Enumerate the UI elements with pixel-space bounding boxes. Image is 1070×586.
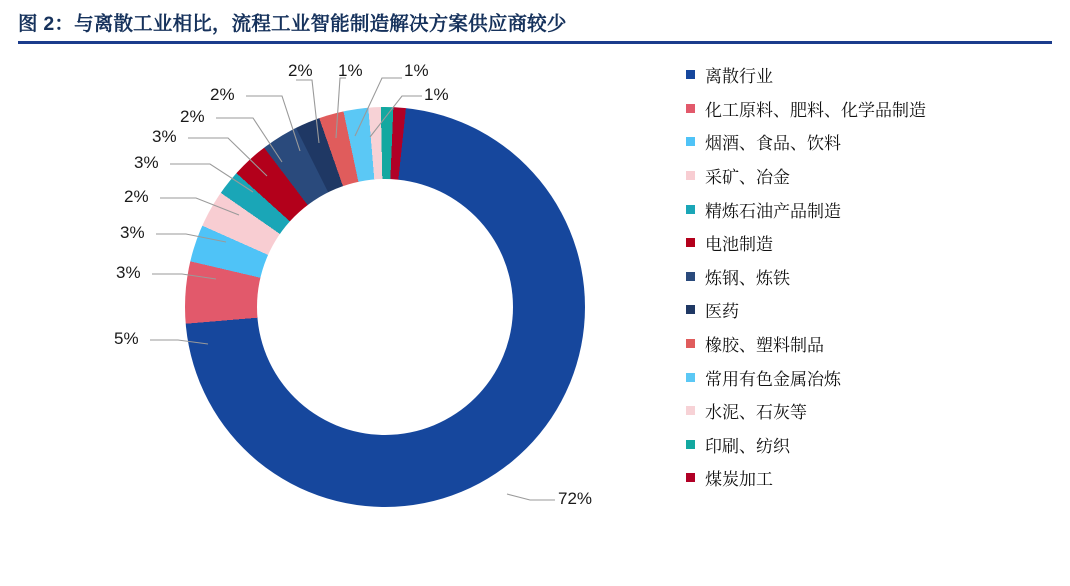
legend-swatch-icon <box>686 272 695 281</box>
slice-label-1b: 1% <box>404 61 429 80</box>
slice-label-3c: 3% <box>134 153 159 172</box>
legend-item[interactable] <box>686 192 1060 226</box>
legend-item-label: 常用有色金属冶炼 <box>705 369 841 389</box>
legend-swatch-icon <box>686 104 695 113</box>
legend-item[interactable] <box>686 327 1060 361</box>
legend-swatch-icon <box>686 305 695 314</box>
slice-label-3a: 3% <box>116 263 141 282</box>
legend-item[interactable] <box>686 159 1060 193</box>
slice-label-2a: 2% <box>124 187 149 206</box>
legend-item-label: 煤炭加工 <box>705 470 773 490</box>
legend-swatch-icon <box>686 440 695 449</box>
legend-item-label: 烟酒、食品、饮料 <box>705 134 841 154</box>
slice-label-72: 72% <box>558 489 593 508</box>
chart-area <box>10 52 670 580</box>
legend-swatch-icon <box>686 373 695 382</box>
figure-title-bar <box>18 8 1052 46</box>
chart-legend <box>686 58 1060 495</box>
legend-swatch-icon <box>686 238 695 247</box>
legend-item[interactable] <box>686 293 1060 327</box>
slice-label-3d: 3% <box>152 127 177 146</box>
page-title: 图 2：与离散工业相比，流程工业智能制造解决方案供应商较少 <box>18 13 567 35</box>
legend-swatch-icon <box>686 205 695 214</box>
legend-item[interactable] <box>686 360 1060 394</box>
legend-item-label: 精炼石油产品制造 <box>705 201 841 221</box>
legend-item-label: 水泥、石灰等 <box>705 403 807 423</box>
title-underline <box>18 41 1052 44</box>
slice-label-3b: 3% <box>120 223 145 242</box>
legend-swatch-icon <box>686 339 695 348</box>
legend-item[interactable] <box>686 428 1060 462</box>
slice-label-2d: 2% <box>288 61 313 80</box>
legend-item-label: 采矿、冶金 <box>705 168 790 188</box>
legend-item[interactable] <box>686 461 1060 495</box>
legend-swatch-icon <box>686 137 695 146</box>
legend-item[interactable] <box>686 58 1060 92</box>
legend-item-label: 印刷、纺织 <box>705 436 790 456</box>
legend-item-label: 离散行业 <box>705 67 773 87</box>
legend-swatch-icon <box>686 473 695 482</box>
legend-item[interactable] <box>686 226 1060 260</box>
legend-swatch-icon <box>686 171 695 180</box>
legend-item[interactable] <box>686 394 1060 428</box>
legend-item[interactable] <box>686 260 1060 294</box>
legend-item-label: 炼钢、炼铁 <box>705 268 790 288</box>
legend-swatch-icon <box>686 406 695 415</box>
legend-item[interactable] <box>686 92 1060 126</box>
slice-label-1a: 1% <box>338 61 363 80</box>
legend-item[interactable] <box>686 125 1060 159</box>
legend-item-label: 橡胶、塑料制品 <box>705 336 824 356</box>
legend-swatch-icon <box>686 70 695 79</box>
legend-item-label: 化工原料、肥料、化学品制造 <box>705 100 926 120</box>
legend-item-label: 医药 <box>705 302 739 322</box>
legend-item-label: 电池制造 <box>705 235 773 255</box>
slice-label-1c: 1% <box>424 85 449 104</box>
slice-label-2b: 2% <box>180 107 205 126</box>
slice-label-5: 5% <box>114 329 139 348</box>
slice-label-2c: 2% <box>210 85 235 104</box>
